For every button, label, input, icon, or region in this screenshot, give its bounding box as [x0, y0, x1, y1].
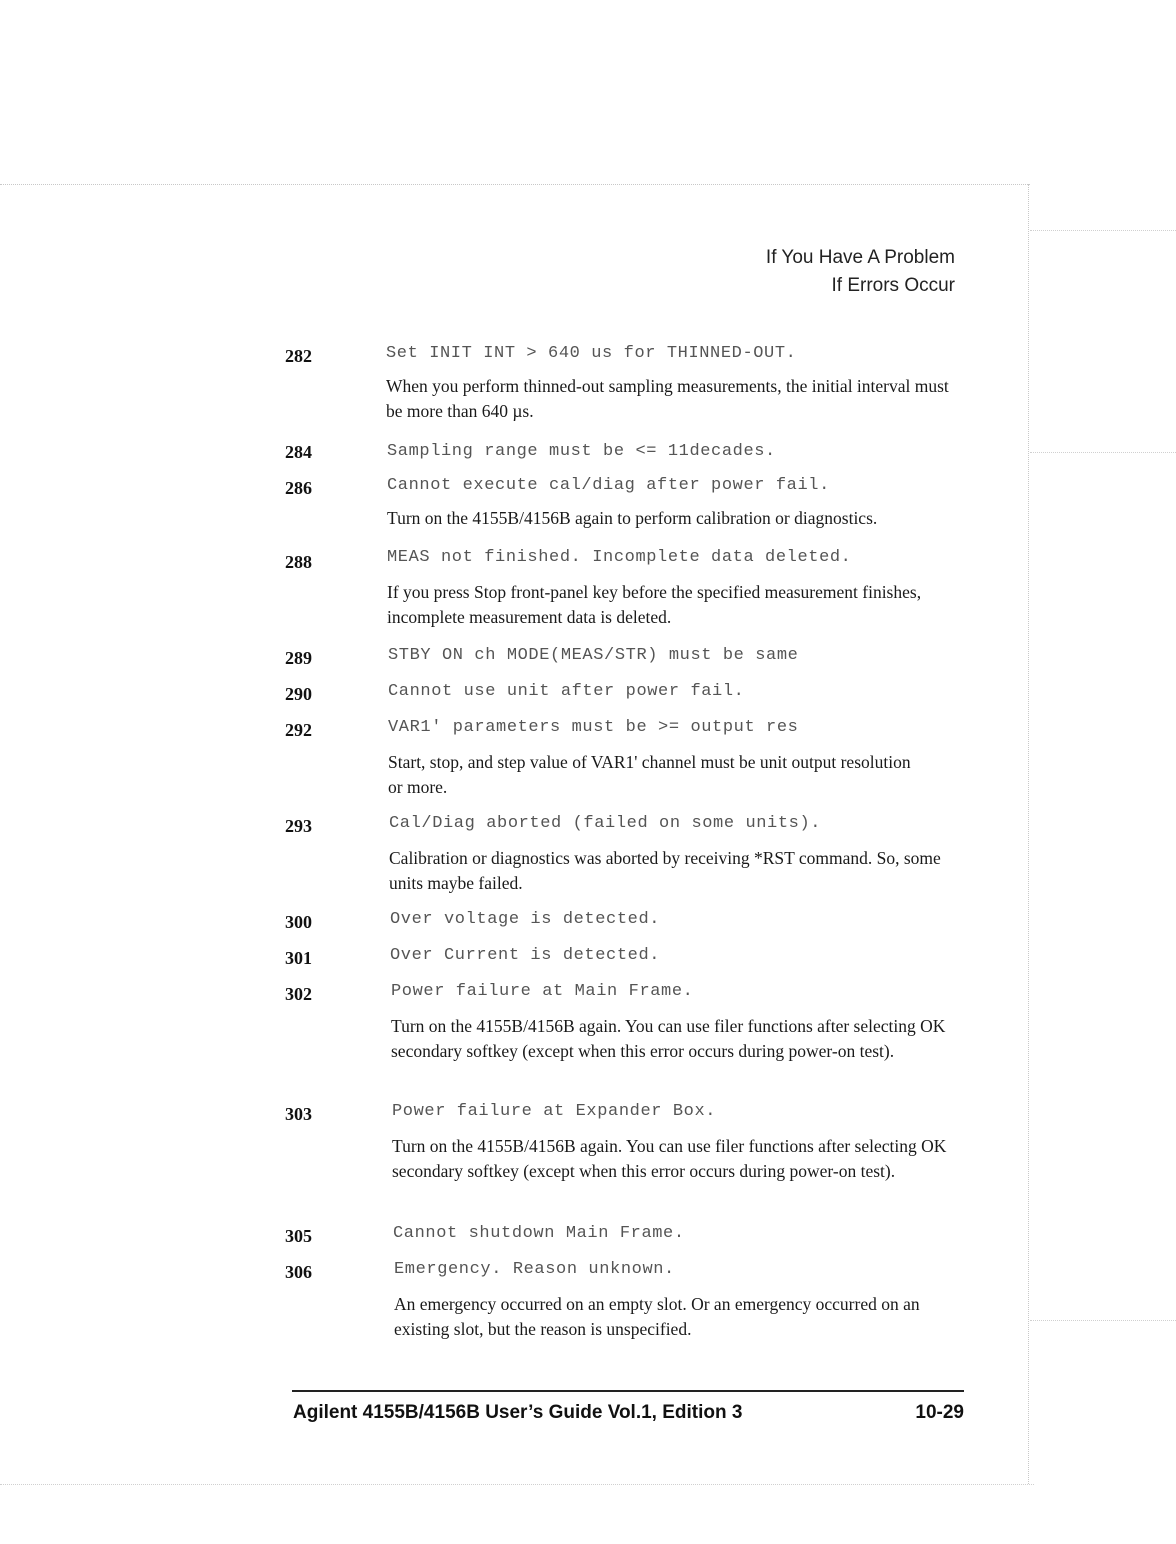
error-message: Over Current is detected. — [390, 946, 661, 965]
error-code: 301 — [285, 948, 312, 968]
scan-border-right — [1028, 184, 1029, 1484]
error-code: 300 — [285, 912, 312, 932]
error-code: 289 — [285, 648, 312, 668]
page-number: 10-29 — [915, 1402, 964, 1423]
error-description: Turn on the 4155B/4156B again. You can use filer functions after selecting OK secondary softkey (except when this error occurs during power-on test). — [391, 1016, 946, 1061]
scan-border-bottom — [0, 1484, 1034, 1485]
error-message: Emergency. Reason unknown. — [394, 1260, 675, 1279]
error-code: 306 — [285, 1262, 312, 1282]
header-chapter: If You Have A Problem — [765, 247, 955, 268]
error-code: 284 — [285, 442, 312, 462]
error-message: Cannot use unit after power fail. — [388, 682, 745, 701]
header-section: If Errors Occur — [831, 275, 955, 296]
error-message: Cannot execute cal/diag after power fail. — [387, 476, 830, 495]
error-code: 305 — [285, 1226, 312, 1246]
error-message: Over voltage is detected. — [390, 910, 661, 929]
error-message: MEAS not finished. Incomplete data deleted. — [387, 548, 852, 567]
running-header — [766, 244, 955, 300]
error-message: Cal/Diag aborted (failed on some units). — [389, 814, 822, 833]
scan-mark — [1030, 230, 1176, 231]
footer-rule — [292, 1390, 964, 1392]
error-code: 286 — [285, 478, 312, 498]
error-message: Cannot shutdown Main Frame. — [393, 1224, 685, 1243]
error-description: If you press Stop front-panel key before the specified measurement finishes, incomplete measurement data is deleted. — [387, 582, 922, 627]
error-description: Calibration or diagnostics was aborted by receiving *RST command. So, some units maybe failed. — [389, 848, 941, 893]
error-message: Power failure at Expander Box. — [392, 1102, 717, 1121]
footer-title: Agilent 4155B/4156B User’s Guide Vol.1, Edition 3 — [293, 1402, 743, 1423]
error-description: Turn on the 4155B/4156B again. You can use filer functions after selecting OK secondary softkey (except when this error occurs during power-on test). — [392, 1136, 947, 1181]
error-code: 303 — [285, 1104, 312, 1124]
error-code: 288 — [285, 552, 312, 572]
error-code: 293 — [285, 816, 312, 836]
error-description: Turn on the 4155B/4156B again to perform calibration or diagnostics. — [387, 508, 878, 528]
error-code: 302 — [285, 984, 312, 1004]
error-description: Start, stop, and step value of VAR1' channel must be unit output resolution or more. — [388, 752, 911, 797]
error-message: STBY ON ch MODE(MEAS/STR) must be same — [388, 646, 799, 665]
scan-mark — [1030, 452, 1176, 453]
error-message: Power failure at Main Frame. — [391, 982, 694, 1001]
error-message: Set INIT INT > 640 us for THINNED-OUT. — [386, 344, 797, 363]
error-description: An emergency occurred on an empty slot. Or an emergency occurred on an existing slot, but the reason is unspecified. — [394, 1294, 920, 1339]
scan-mark — [1030, 1320, 1176, 1321]
error-code: 282 — [285, 346, 312, 366]
error-message: Sampling range must be <= 11decades. — [387, 442, 776, 461]
error-code: 290 — [285, 684, 312, 704]
error-description: When you perform thinned-out sampling measurements, the initial interval must be more than 640 µs. — [386, 376, 949, 421]
error-message: VAR1' parameters must be >= output res — [388, 718, 799, 737]
scan-border-top — [0, 184, 1030, 185]
error-code: 292 — [285, 720, 312, 740]
